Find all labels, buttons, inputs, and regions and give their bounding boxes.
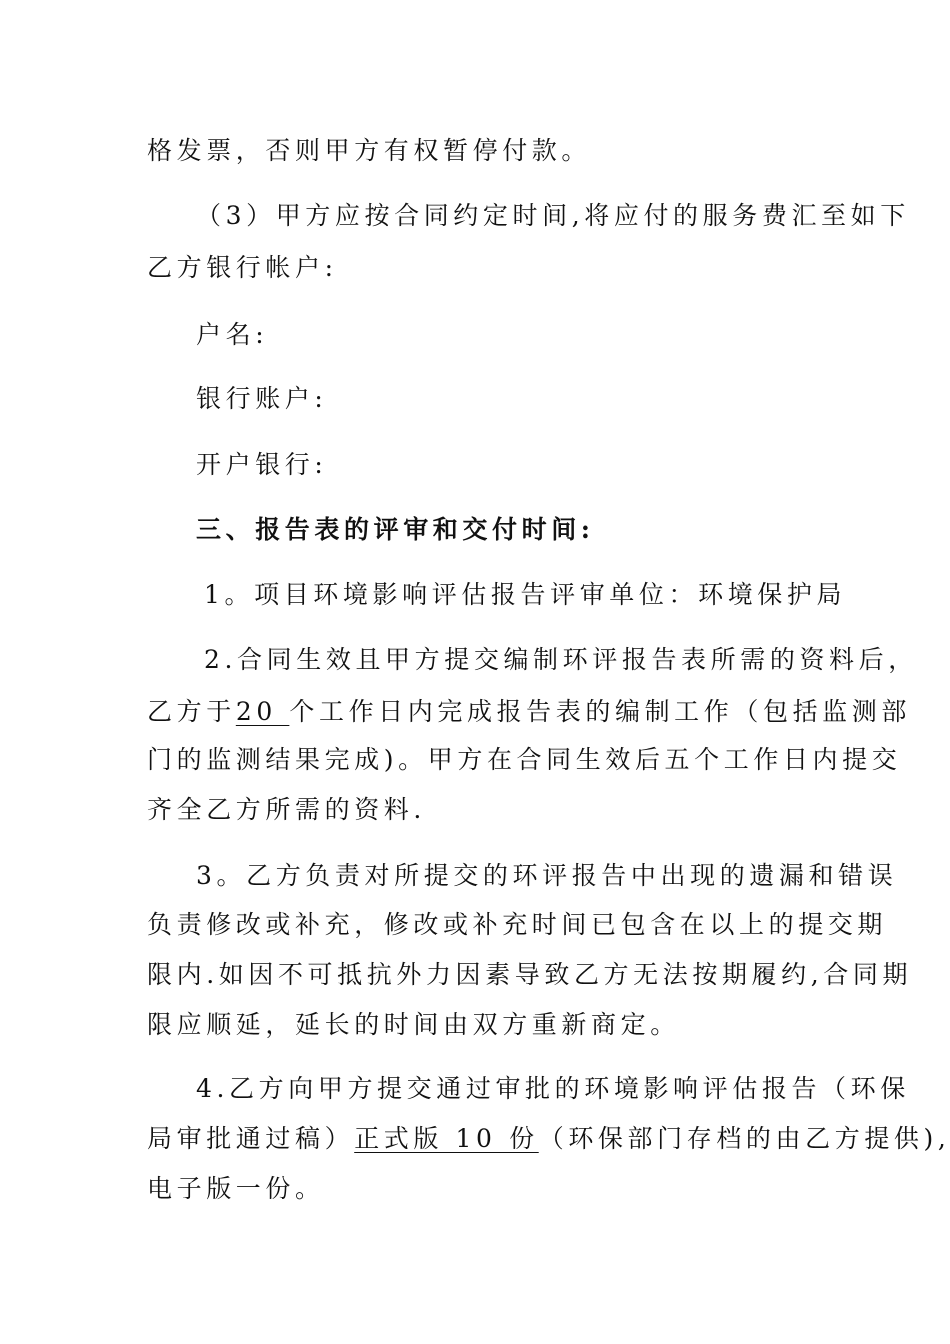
para-payment-clause-3-cont: 乙方银行帐户: — [147, 253, 338, 282]
item-3-line-1: 3。乙方负责对所提交的环评报告中出现的遗漏和错误 — [196, 861, 898, 890]
para-payment-clause-3: （3）甲方应按合同约定时间,将应付的服务费汇至如下 — [196, 201, 910, 230]
official-copies-underlined: 正式版 10 份 — [354, 1124, 539, 1153]
item-4-line-3: 电子版一份。 — [147, 1174, 325, 1203]
opening-bank-label: 开户银行: — [196, 450, 328, 479]
item-4-line-2 — [147, 1126, 950, 1151]
item-4-line-1: 4.乙方向甲方提交通过审批的环境影响评估报告（环保 — [196, 1074, 910, 1103]
item-2-line-4: 齐全乙方所需的资料. — [147, 795, 426, 824]
item-2-line-1: 2.合同生效且甲方提交编制环评报告表所需的资料后， — [204, 645, 918, 674]
bank-account-label: 银行账户: — [196, 384, 328, 413]
item-2-line-2 — [147, 699, 911, 724]
item-2-text-b: 个工作日内完成报告表的编制工作（包括监测部 — [289, 697, 911, 726]
item-2-text-a: 乙方于 — [147, 697, 236, 726]
item-4-text-a: 局审批通过稿） — [147, 1124, 355, 1153]
item-4-text-b: （环保部门存档的由乙方提供), — [538, 1124, 950, 1153]
para-invoice-end: 格发票，否则甲方有权暂停付款。 — [147, 136, 592, 165]
item-2-line-3: 门的监测结果完成)。甲方在合同生效后五个工作日内提交 — [147, 745, 902, 774]
account-name-label: 户名: — [196, 320, 269, 349]
item-3-line-4: 限应顺延，延长的时间由双方重新商定。 — [147, 1010, 680, 1039]
section-heading-3: 三、报告表的评审和交付时间: — [196, 515, 595, 544]
workday-count-underlined: 20 — [235, 697, 290, 726]
item-3-line-3: 限内.如因不可抵抗外力因素导致乙方无法按期履约,合同期 — [147, 960, 913, 989]
item-1-review-unit: 1。项目环境影响评估报告评审单位：环境保护局 — [204, 580, 847, 609]
item-3-line-2: 负责修改或补充，修改或补充时间已包含在以上的提交期 — [147, 910, 888, 939]
